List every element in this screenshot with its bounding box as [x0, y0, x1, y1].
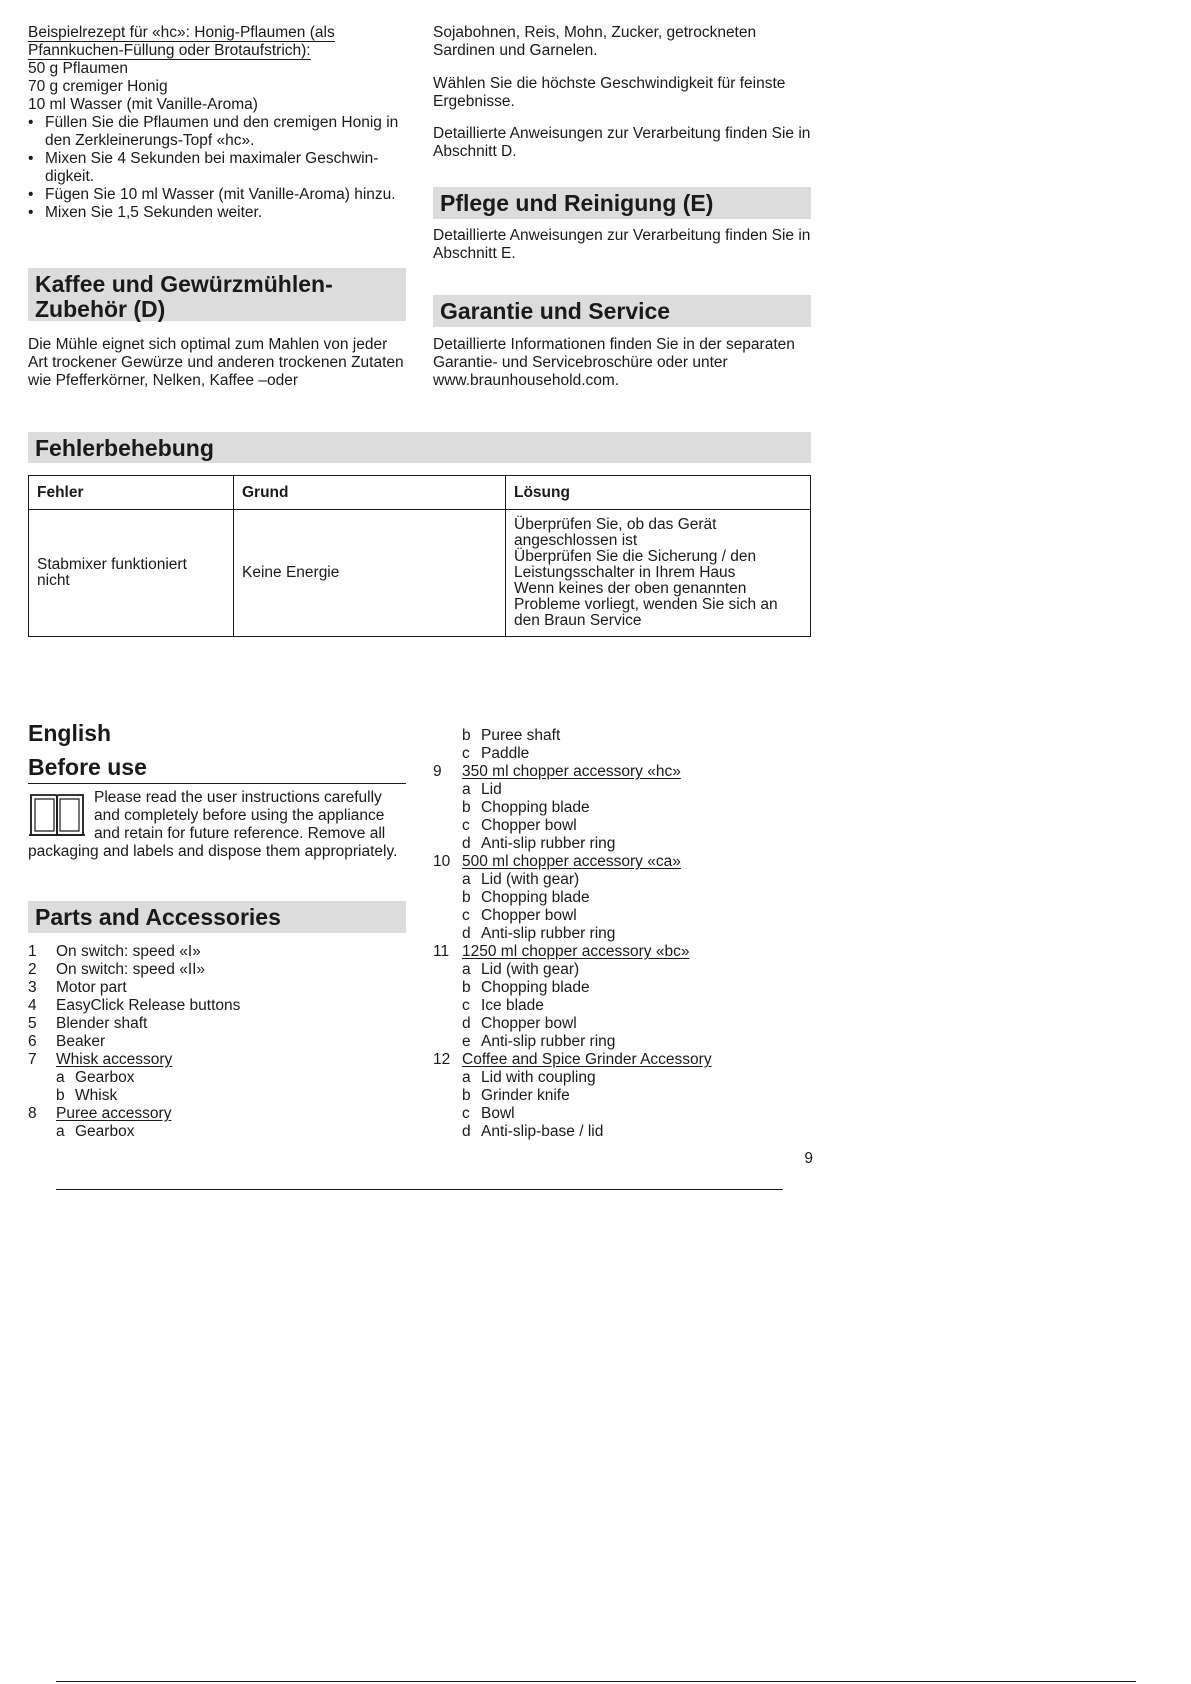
list-item: 10 500 ml chopper accessory «ca» — [433, 853, 681, 870]
recipe-block — [28, 24, 408, 222]
column-header-fehler: Fehler — [29, 476, 234, 510]
intro-text: Please read the user instructions carefully and completely before using the appliance and retain for future reference. Remove all — [94, 789, 386, 842]
solution-line: Überprüfen Sie die Sicherung / den Leistungsschalter in Ihrem Haus — [514, 548, 757, 581]
intro-text-end: packaging and labels and dispose them appropriately. — [28, 843, 398, 860]
recipe-title-line2: Pfannkuchen-Füllung oder Brotaufstrich): — [28, 42, 311, 59]
list-item: 3 Motor part — [28, 979, 127, 996]
list-item: 1 On switch: speed «I» — [28, 943, 201, 960]
page-number: 9 — [804, 1150, 813, 1167]
bottom-rule — [56, 1681, 1136, 1682]
heading-rule — [28, 783, 406, 784]
sub-item: c Ice blade — [462, 997, 544, 1014]
list-item: 2 On switch: speed «II» — [28, 961, 206, 978]
footer-rule — [56, 1189, 783, 1190]
warranty-heading: Garantie und Service — [433, 295, 811, 327]
sub-item: b Chopping blade — [462, 799, 590, 816]
sub-item: b Chopping blade — [462, 979, 590, 996]
list-item: 8 Puree accessory — [28, 1105, 172, 1122]
troubleshooting-table — [28, 475, 811, 637]
sub-item: d Chopper bowl — [462, 1015, 577, 1032]
sub-item: c Bowl — [462, 1105, 515, 1122]
recipe-ingredient: 70 g cremiger Honig — [28, 78, 168, 95]
sub-item: d Anti-slip rubber ring — [462, 925, 616, 942]
list-item: 12 Coffee and Spice Grinder Accessory — [433, 1051, 712, 1068]
sub-item: d Anti-slip rubber ring — [462, 835, 616, 852]
cell-grund: Keine Energie — [234, 510, 506, 637]
sub-item: a Lid (with gear) — [462, 961, 580, 978]
cell-loesung — [506, 510, 811, 637]
recipe-ingredient: 50 g Pflaumen — [28, 60, 128, 77]
sub-item: a Lid (with gear) — [462, 871, 580, 888]
column-header-loesung: Lösung — [506, 476, 811, 510]
sub-item: b Puree shaft — [462, 727, 561, 744]
troubleshooting-heading: Fehlerbehebung — [28, 432, 811, 463]
sub-item: b Chopping blade — [462, 889, 590, 906]
coffee-text: Die Mühle eignet sich optimal zum Mahlen von jeder Art trockener Gewürze und anderen trockenen Zutaten wie Pfefferkörner, Nelken, Kaffee –oder — [28, 336, 404, 389]
sub-item: a Gearbox — [56, 1123, 135, 1140]
recipe-step: • Fügen Sie 10 ml Wasser (mit Vanille-Aroma) hinzu. — [28, 186, 396, 203]
care-heading: Pflege und Reinigung (E) — [433, 187, 811, 219]
column-header-grund: Grund — [234, 476, 506, 510]
list-item: 7 Whisk accessory — [28, 1051, 173, 1068]
list-item: 9 350 ml chopper accessory «hc» — [433, 763, 681, 780]
sub-item: b Grinder knife — [462, 1087, 570, 1104]
bullet-icon: • — [28, 204, 34, 221]
parts-heading: Parts and Accessories — [28, 901, 406, 933]
list-item: 4 EasyClick Release buttons — [28, 997, 241, 1014]
bullet-icon: • — [28, 114, 34, 131]
care-text: Detaillierte Anweisungen zur Verarbeitung finden Sie in Abschnitt E. — [433, 227, 811, 262]
solution-line: Wenn keines der oben genannten Probleme vorliegt, wenden Sie sich an den Braun Service — [514, 580, 778, 629]
before-use-heading: Before use — [28, 754, 147, 780]
sub-item: a Gearbox — [56, 1069, 135, 1086]
cell-fehler: Stabmixer funktioniert nicht — [29, 510, 234, 637]
recipe-step: • Mixen Sie 1,5 Sekunden weiter. — [28, 204, 263, 221]
sub-item: c Chopper bowl — [462, 907, 577, 924]
recipe-step: • Mixen Sie 4 Sekunden bei maximaler Geschwin-digkeit. — [28, 150, 379, 185]
list-item: 5 Blender shaft — [28, 1015, 148, 1032]
list-item: 6 Beaker — [28, 1033, 106, 1050]
coffee-speed-text: Wählen Sie die höchste Geschwindigkeit für feinste Ergebnisse. — [433, 75, 786, 110]
list-item: 11 1250 ml chopper accessory «bc» — [433, 943, 690, 960]
parts-list-right — [433, 727, 813, 1141]
sub-item: a Lid — [462, 781, 502, 798]
parts-list-left — [28, 943, 408, 1141]
sub-item: e Anti-slip rubber ring — [462, 1033, 616, 1050]
bullet-icon: • — [28, 186, 34, 203]
language-heading: English — [28, 720, 112, 746]
recipe-step: • Füllen Sie die Pflaumen und den cremigen Honig in den Zerkleinerungs-Topf «hc». — [28, 114, 399, 149]
coffee-heading: Kaffee und Gewürzmühlen- Zubehör (D) — [28, 268, 406, 321]
sub-item: b Whisk — [56, 1087, 118, 1104]
table-header-row — [29, 476, 811, 510]
sub-item: d Anti-slip-base / lid — [462, 1123, 604, 1140]
sub-item: a Lid with coupling — [462, 1069, 596, 1086]
recipe-title-line1: Beispielrezept für «hc»: Honig-Pflaumen (als — [28, 24, 335, 41]
book-icon — [28, 791, 86, 839]
solution-line: Überprüfen Sie, ob das Gerät angeschlossen ist — [514, 516, 717, 549]
sub-item: c Paddle — [462, 745, 530, 762]
bullet-icon: • — [28, 150, 34, 167]
recipe-ingredient: 10 ml Wasser (mit Vanille-Aroma) — [28, 96, 258, 113]
table-row — [29, 510, 811, 637]
sub-item: c Chopper bowl — [462, 817, 577, 834]
coffee-detail-text: Detaillierte Anweisungen zur Verarbeitung finden Sie in Abschnitt D. — [433, 125, 811, 160]
coffee-text-continued: Sojabohnen, Reis, Mohn, Zucker, getrockneten Sardinen und Garnelen. — [433, 24, 757, 59]
warranty-text: Detaillierte Informationen finden Sie in der separaten Garantie- und Servicebroschüre oder unter www.braunhousehold.com. — [433, 336, 795, 389]
